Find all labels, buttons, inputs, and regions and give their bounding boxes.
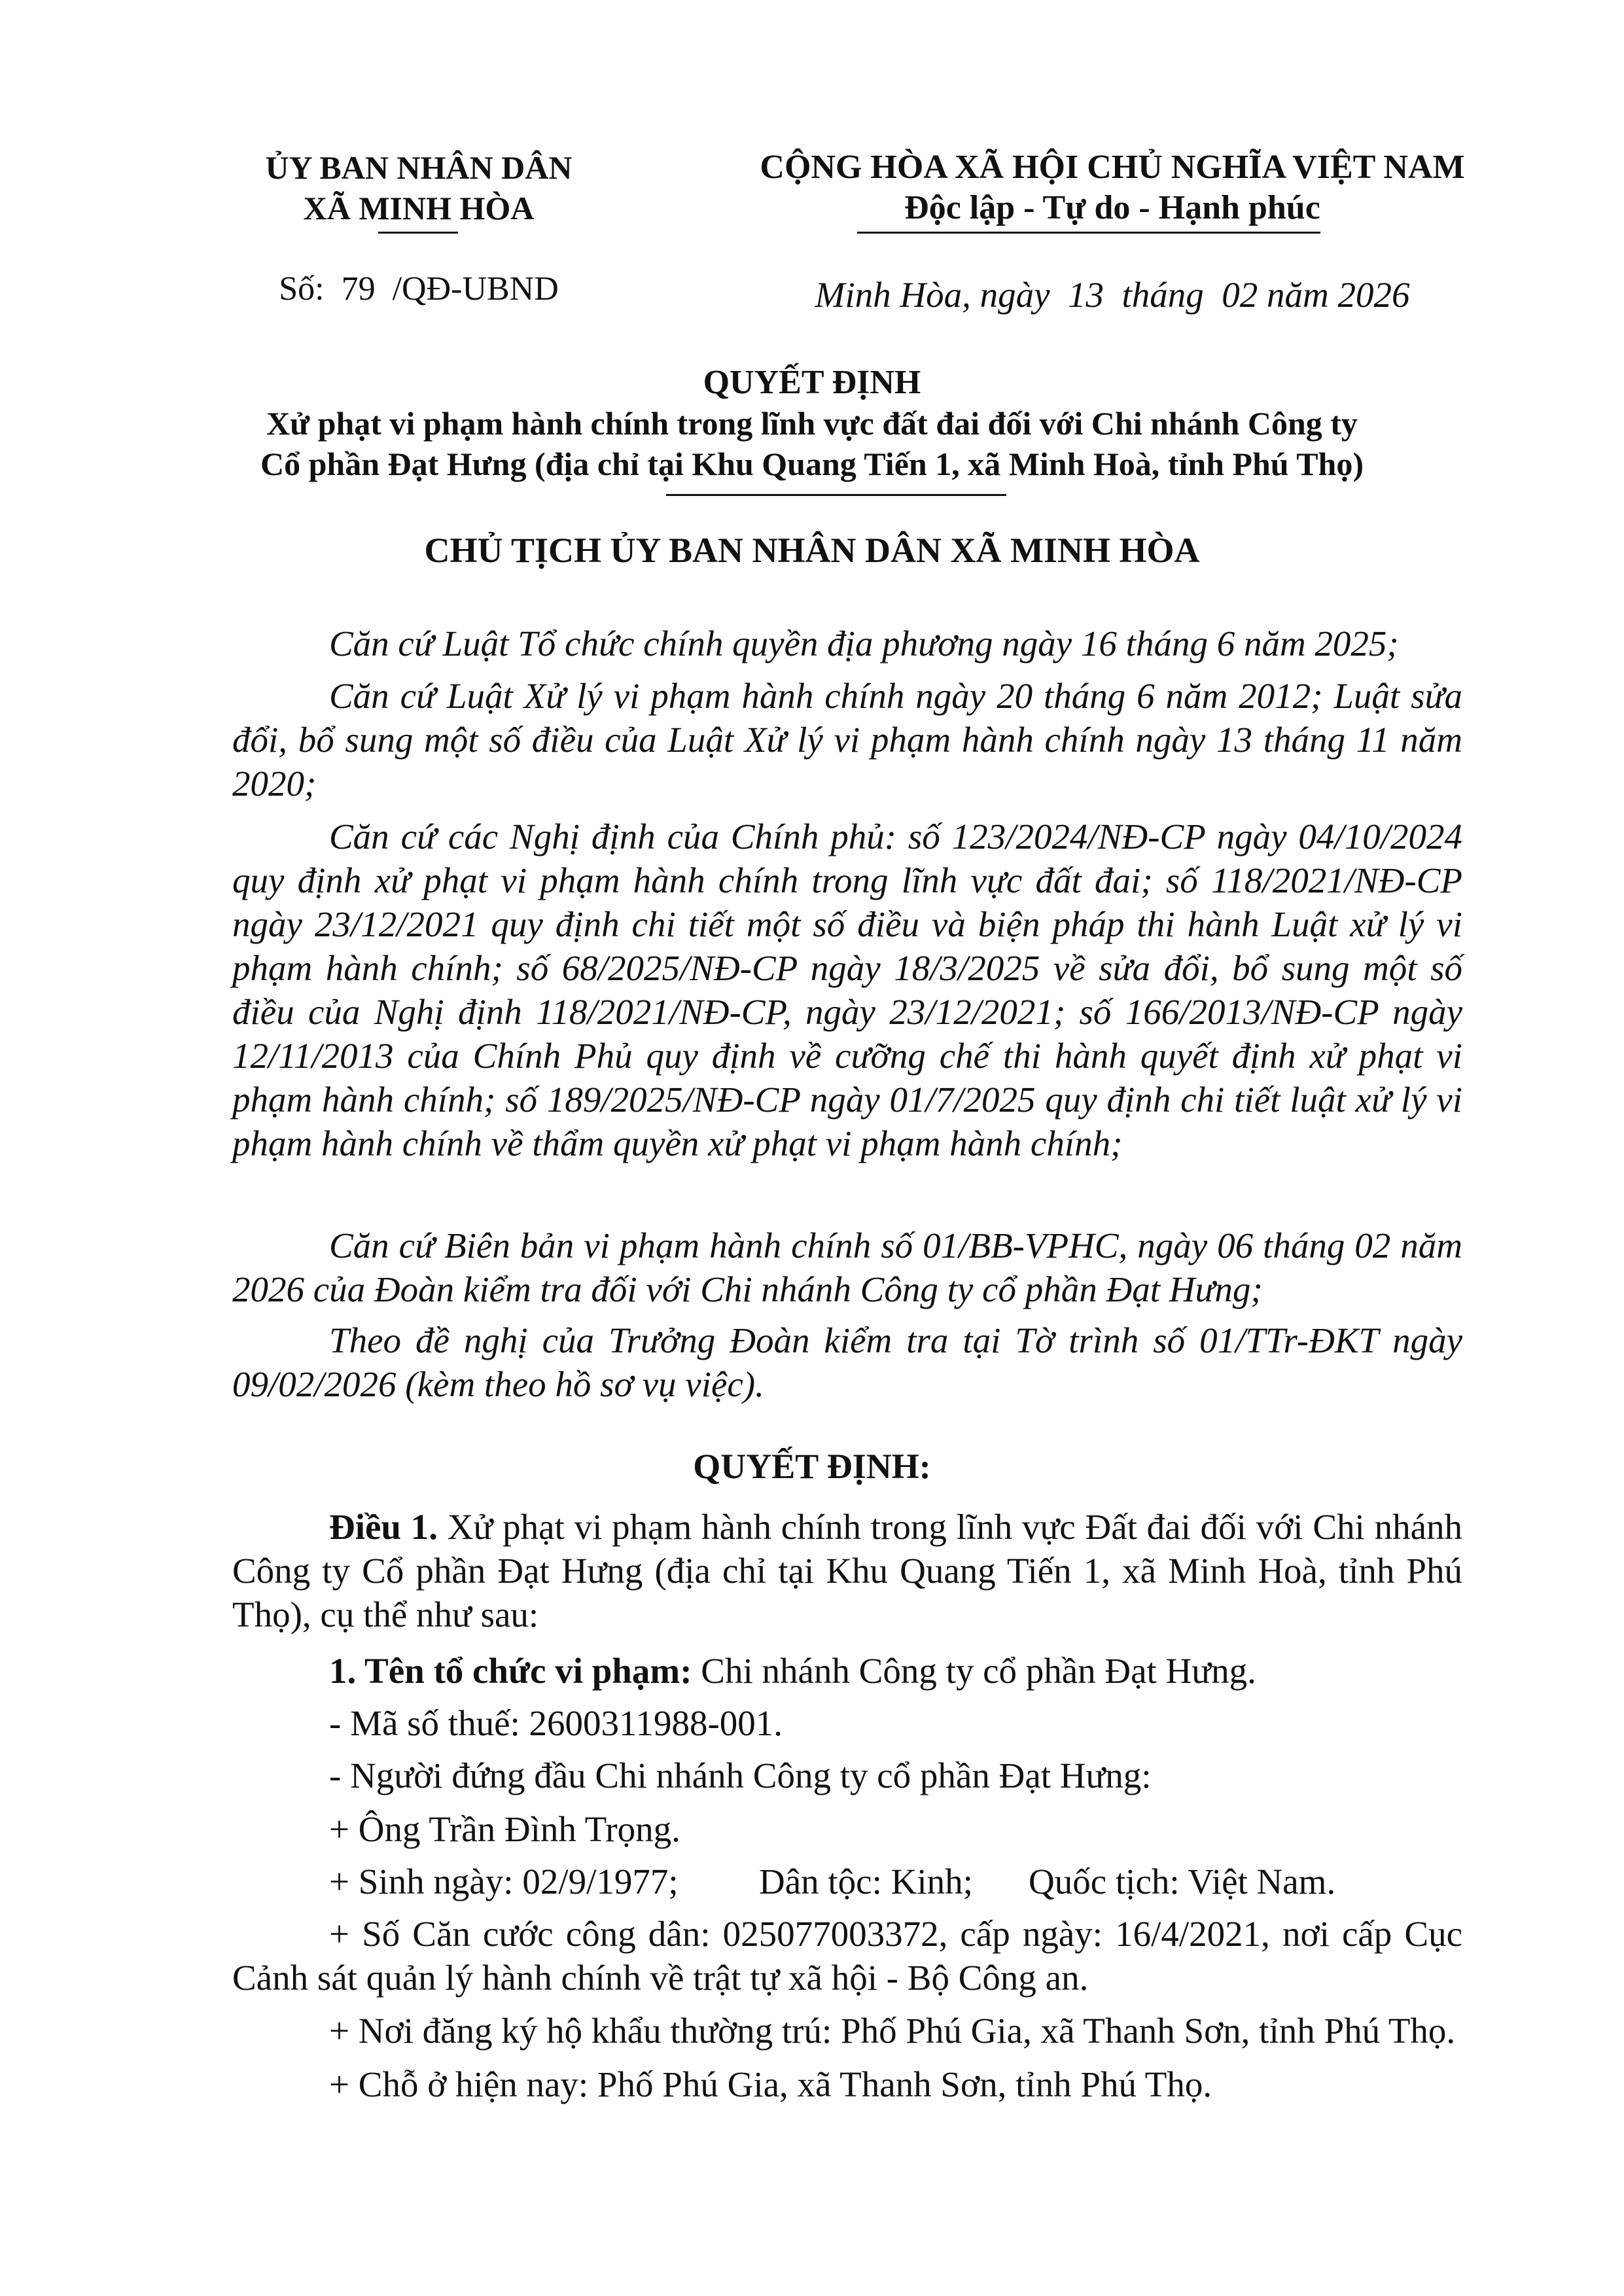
- citizen-id: + Số Căn cước công dân: 025077003372, cấp ngày: 16/4/2021, nơi cấp Cục Cảnh sát quản lý hành chính về trật tự xã hội - Bộ Công an.: [232, 1914, 1462, 1998]
- article-1-label: Điều 1.: [329, 1507, 438, 1547]
- violator-label: 1. Tên tổ chức vi phạm:: [329, 1651, 692, 1691]
- document-subject-line-2: Cổ phần Đạt Hưng (địa chỉ tại Khu Quang Tiến 1, xã Minh Hoà, tỉnh Phú Thọ): [260, 446, 1364, 482]
- legal-basis-5: Theo đề nghị của Trưởng Đoàn kiểm tra tại Tờ trình số 01/TTr-ĐKT ngày 09/02/2026 (kèm theo hồ sơ vụ việc).: [232, 1320, 1462, 1404]
- document-type-title: QUYẾT ĐỊNH: [703, 364, 921, 401]
- issuing-authority: CHỦ TỊCH ỦY BAN NHÂN DÂN XÃ MINH HÒA: [424, 531, 1200, 570]
- subject-underline: [666, 494, 1006, 496]
- document-number: Số: 79 /QĐ-UBND: [279, 270, 559, 308]
- permanent-address: + Nơi đăng ký hộ khẩu thường trú: Phố Phú Gia, xã Thanh Sơn, tỉnh Phú Thọ.: [329, 2011, 1456, 2051]
- legal-basis-4: Căn cứ Biên bản vi phạm hành chính số 01/BB-VPHC, ngày 06 tháng 02 năm 2026 của Đoàn kiểm tra đối với Chi nhánh Công ty cổ phần Đạt Hưng;: [232, 1226, 1462, 1309]
- nationality: Quốc tịch: Việt Nam.: [1029, 1862, 1336, 1901]
- article-1-text: Xử phạt vi phạm hành chính trong lĩnh vực Đất đai đối với Chi nhánh Công ty Cổ phần Đạt Hưng (địa chỉ tại Khu Quang Tiến 1, xã Minh Hoà, tỉnh Phú Thọ), cụ thể như sau:: [232, 1507, 1462, 1634]
- ethnicity: Dân tộc: Kinh;: [759, 1862, 973, 1901]
- motto-underline: [857, 232, 1320, 234]
- national-title: CỘNG HÒA XÃ HỘI CHỦ NGHĨA VIỆT NAM: [760, 149, 1465, 186]
- branch-head-label: - Người đứng đầu Chi nhánh Công ty cổ phần Đạt Hưng:: [329, 1756, 1152, 1795]
- legal-basis-1: Căn cứ Luật Tổ chức chính quyền địa phương ngày 16 tháng 6 năm 2025;: [329, 624, 1399, 663]
- document-subject-line-1: Xử phạt vi phạm hành chính trong lĩnh vực đất đai đối với Chi nhánh Công ty: [266, 405, 1358, 442]
- current-address: + Chỗ ở hiện nay: Phố Phú Gia, xã Thanh Sơn, tỉnh Phú Thọ.: [329, 2064, 1212, 2104]
- decision-heading: QUYẾT ĐỊNH:: [693, 1447, 931, 1486]
- issuer-name: ỦY BAN NHÂN DÂN: [265, 149, 573, 186]
- branch-head-name: + Ông Trần Đình Trọng.: [329, 1809, 680, 1849]
- issuer-commune: XÃ MINH HÒA: [303, 190, 535, 226]
- violator-name: Chi nhánh Công ty cổ phần Đạt Hưng.: [692, 1651, 1256, 1691]
- tax-code: - Mã số thuế: 2600311988-001.: [329, 1703, 783, 1743]
- legal-basis-2: Căn cứ Luật Xử lý vi phạm hành chính ngày 20 tháng 6 năm 2012; Luật sửa đổi, bổ sung một số điều của Luật Xử lý vi phạm hành chính ngày 13 tháng 11 năm 2020;: [232, 676, 1462, 804]
- legal-basis-3: Căn cứ các Nghị định của Chính phủ: số 123/2024/NĐ-CP ngày 04/10/2024 quy định xử phạt vi phạm hành chính trong lĩnh vực đất đai; số 118/2021/NĐ-CP ngày 23/12/2021 quy định chi tiết một số điều và biện pháp thi hành Luật xử lý vi phạm hành chính; số 68/2025/NĐ-CP ngày 18/3/2025 về sửa đổi, bổ sung một số điều của Nghị định 118/2021/NĐ-CP, ngày 23/12/2021; số 166/2013/NĐ-CP ngày 12/11/2013 của Chính Phủ quy định về cưỡng chế thi hành quyết định xử phạt vi phạm hành chính; số 189/2025/NĐ-CP ngày 01/7/2025 quy định chi tiết luật xử lý vi phạm hành chính về thẩm quyền xử phạt vi phạm hành chính;: [232, 817, 1462, 1163]
- date-of-birth: + Sinh ngày: 02/9/1977;: [329, 1862, 679, 1901]
- place-date: Minh Hòa, ngày 13 tháng 02 năm 2026: [815, 275, 1410, 315]
- issuer-underline: [378, 232, 458, 234]
- national-motto: Độc lập - Tự do - Hạnh phúc: [904, 189, 1320, 226]
- violator-name-line: [329, 1649, 1256, 1693]
- article-1: [232, 1505, 1462, 1636]
